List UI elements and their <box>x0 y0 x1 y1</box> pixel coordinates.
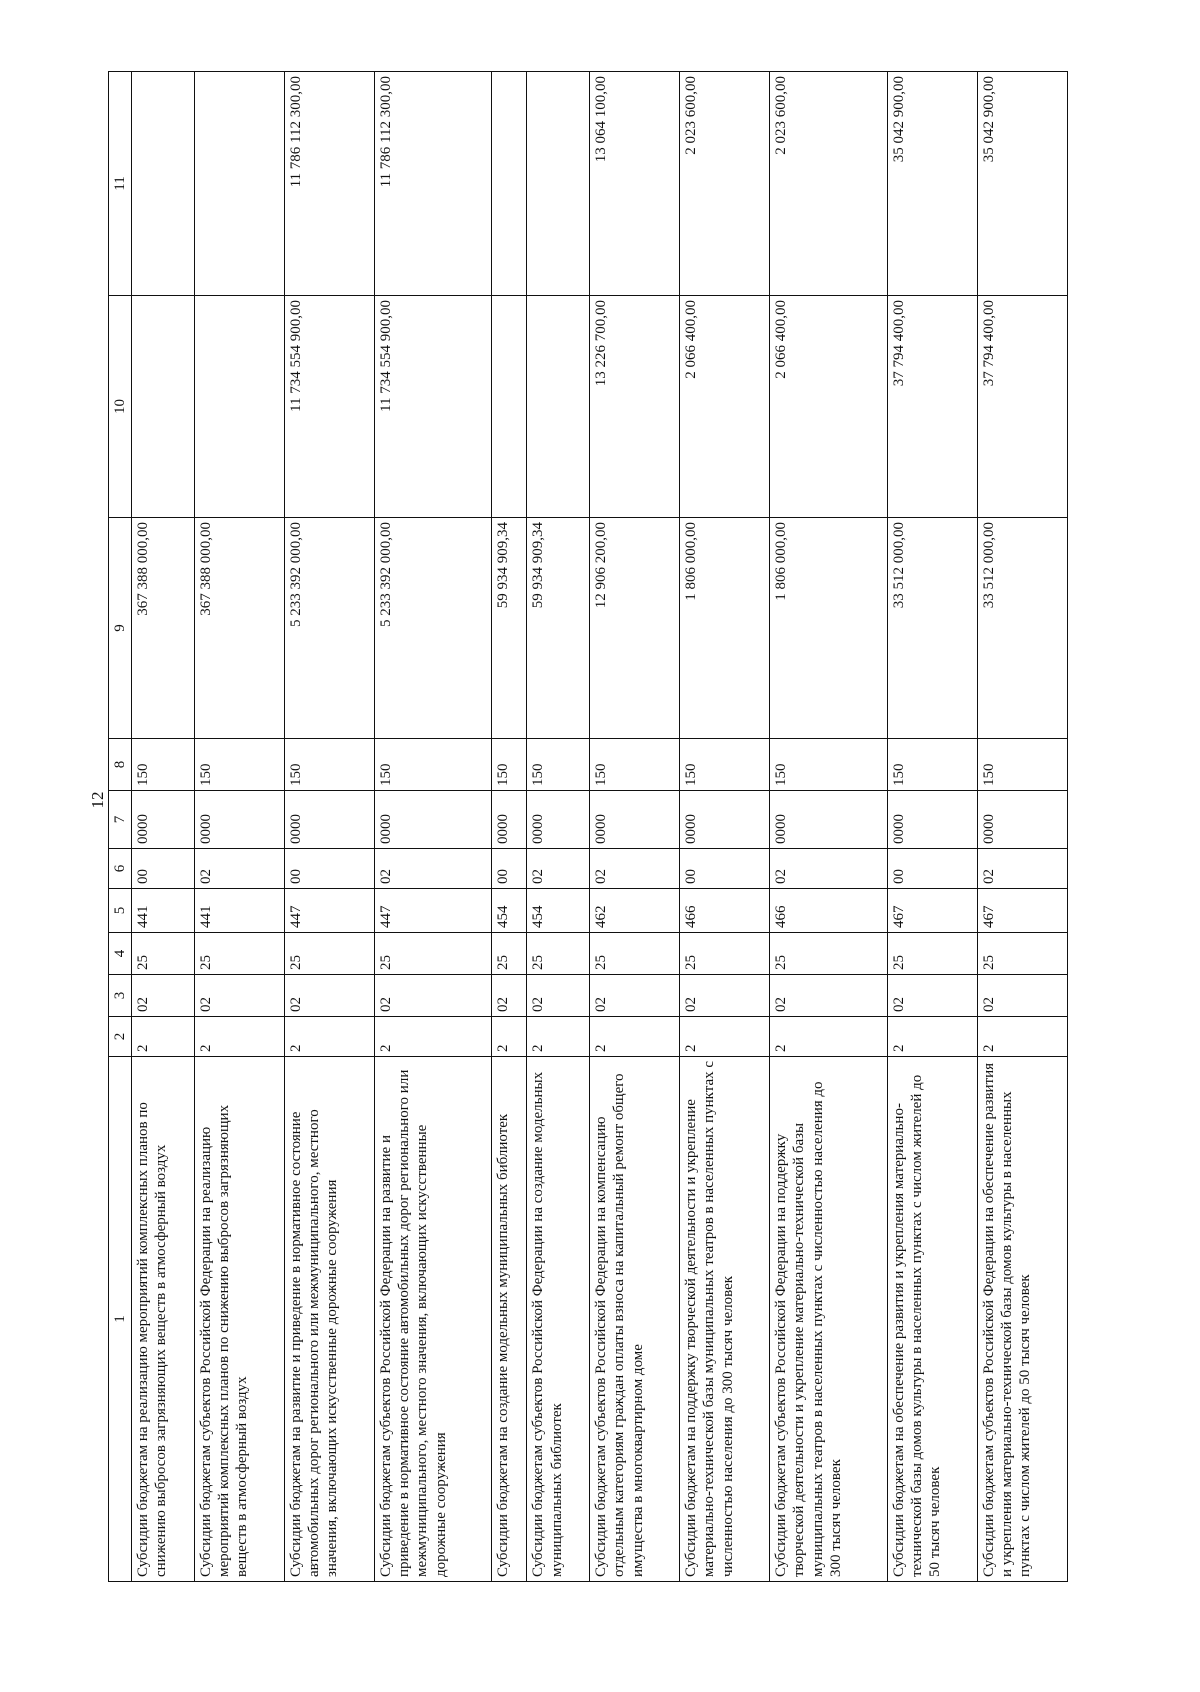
row-description: Субсидии бюджетам субъектов Российской Федерации на создание модельных муниципальных библиотек <box>527 1057 590 1582</box>
code-cell: 0000 <box>770 791 888 849</box>
code-cell: 150 <box>527 739 590 791</box>
code-cell: 467 <box>887 889 977 933</box>
code-cell: 441 <box>194 889 284 933</box>
code-cell: 00 <box>887 849 977 889</box>
table-row <box>887 72 977 1582</box>
code-cell: 2 <box>589 1017 679 1057</box>
table-row <box>527 72 590 1582</box>
code-cell: 447 <box>374 889 492 933</box>
amount-cell: 2 066 400,00 <box>680 296 770 518</box>
amount-cell <box>492 72 527 296</box>
row-description: Субсидии бюджетам субъектов Российской Федерации на развитие и приведение в нормативное состояние автомобильных дорог регионального или межмуниципального, местного значения, включающих искусственные дорожные сооружения <box>374 1057 492 1582</box>
code-cell: 2 <box>887 1017 977 1057</box>
code-cell: 0000 <box>194 791 284 849</box>
table-body <box>132 72 1068 1582</box>
code-cell: 02 <box>194 849 284 889</box>
code-cell: 150 <box>977 739 1067 791</box>
table-row <box>132 72 195 1582</box>
column-header-7: 7 <box>109 791 132 849</box>
code-cell: 2 <box>527 1017 590 1057</box>
column-header-5: 5 <box>109 889 132 933</box>
amount-cell: 11 734 554 900,00 <box>284 296 374 518</box>
column-header-10: 10 <box>109 296 132 518</box>
header-row <box>109 72 132 1582</box>
code-cell: 25 <box>194 933 284 975</box>
table-row <box>374 72 492 1582</box>
code-cell: 150 <box>492 739 527 791</box>
page-number: 12 <box>88 791 107 809</box>
code-cell: 02 <box>589 975 679 1017</box>
code-cell: 2 <box>284 1017 374 1057</box>
code-cell: 00 <box>680 849 770 889</box>
amount-cell: 33 512 000,00 <box>887 518 977 739</box>
code-cell: 0000 <box>284 791 374 849</box>
code-cell: 0000 <box>374 791 492 849</box>
column-header-1: 1 <box>109 1057 132 1582</box>
code-cell: 2 <box>492 1017 527 1057</box>
code-cell: 0000 <box>527 791 590 849</box>
code-cell: 02 <box>284 975 374 1017</box>
code-cell: 00 <box>132 849 195 889</box>
code-cell: 25 <box>527 933 590 975</box>
column-header-3: 3 <box>109 975 132 1017</box>
column-header-4: 4 <box>109 933 132 975</box>
code-cell: 02 <box>527 975 590 1017</box>
code-cell: 150 <box>284 739 374 791</box>
code-cell: 0000 <box>132 791 195 849</box>
code-cell: 467 <box>977 889 1067 933</box>
code-cell: 462 <box>589 889 679 933</box>
amount-cell <box>132 296 195 518</box>
code-cell: 02 <box>527 849 590 889</box>
code-cell: 25 <box>770 933 888 975</box>
row-description: Субсидии бюджетам на развитие и приведение в нормативное состояние автомобильных дорог регионального или межмуниципального, местного значения, включающих искусственные дорожные сооружения <box>284 1057 374 1582</box>
code-cell: 2 <box>680 1017 770 1057</box>
code-cell: 25 <box>132 933 195 975</box>
column-header-8: 8 <box>109 739 132 791</box>
table-row <box>284 72 374 1582</box>
amount-cell <box>527 72 590 296</box>
amount-cell: 1 806 000,00 <box>770 518 888 739</box>
row-description: Субсидии бюджетам субъектов Российской Федерации на обеспечение развития и укрепления материально-технической базы домов культуры в населенных пунктах с числом жителей до 50 тысяч человек <box>977 1057 1067 1582</box>
code-cell: 02 <box>977 975 1067 1017</box>
code-cell: 447 <box>284 889 374 933</box>
amount-cell <box>194 72 284 296</box>
amount-cell <box>194 296 284 518</box>
rotated-page-content <box>108 72 1068 1582</box>
amount-cell: 33 512 000,00 <box>977 518 1067 739</box>
code-cell: 0000 <box>680 791 770 849</box>
amount-cell: 2 023 600,00 <box>680 72 770 296</box>
column-header-2: 2 <box>109 1017 132 1057</box>
row-description: Субсидии бюджетам на создание модельных муниципальных библиотек <box>492 1057 527 1582</box>
amount-cell: 37 794 400,00 <box>887 296 977 518</box>
code-cell: 00 <box>284 849 374 889</box>
amount-cell: 13 226 700,00 <box>589 296 679 518</box>
amount-cell: 13 064 100,00 <box>589 72 679 296</box>
code-cell: 454 <box>492 889 527 933</box>
code-cell: 25 <box>589 933 679 975</box>
code-cell: 25 <box>284 933 374 975</box>
code-cell: 466 <box>770 889 888 933</box>
code-cell: 02 <box>770 849 888 889</box>
amount-cell: 11 786 112 300,00 <box>374 72 492 296</box>
amount-cell <box>527 296 590 518</box>
column-header-9: 9 <box>109 518 132 739</box>
code-cell: 25 <box>374 933 492 975</box>
code-cell: 02 <box>374 975 492 1017</box>
code-cell: 25 <box>680 933 770 975</box>
code-cell: 466 <box>680 889 770 933</box>
table-row <box>589 72 679 1582</box>
amount-cell: 59 934 909,34 <box>527 518 590 739</box>
code-cell: 02 <box>770 975 888 1017</box>
row-description: Субсидии бюджетам субъектов Российской Федерации на поддержку творческой деятельности и укрепление материально-технической базы муниципальных театров в населенных пунктах с численностью населения до 300 тысяч человек <box>770 1057 888 1582</box>
amount-cell: 11 734 554 900,00 <box>374 296 492 518</box>
column-header-11: 11 <box>109 72 132 296</box>
table-row <box>194 72 284 1582</box>
code-cell: 02 <box>374 849 492 889</box>
amount-cell <box>492 296 527 518</box>
code-cell: 150 <box>132 739 195 791</box>
column-header-6: 6 <box>109 849 132 889</box>
code-cell: 150 <box>374 739 492 791</box>
code-cell: 02 <box>887 975 977 1017</box>
code-cell: 2 <box>132 1017 195 1057</box>
code-cell: 02 <box>194 975 284 1017</box>
code-cell: 0000 <box>589 791 679 849</box>
row-description: Субсидии бюджетам субъектов Российской Федерации на реализацию мероприятий комплексных планов по снижению выбросов загрязняющих веществ в атмосферный воздух <box>194 1057 284 1582</box>
code-cell: 2 <box>770 1017 888 1057</box>
row-description: Субсидии бюджетам на поддержку творческой деятельности и укрепление материально-технической базы муниципальных театров в населенных пунктах с численностью населения до 300 тысяч человек <box>680 1057 770 1582</box>
code-cell: 0000 <box>887 791 977 849</box>
code-cell: 0000 <box>492 791 527 849</box>
budget-table <box>108 71 1068 1582</box>
amount-cell: 367 388 000,00 <box>132 518 195 739</box>
amount-cell: 35 042 900,00 <box>977 72 1067 296</box>
table-row <box>492 72 527 1582</box>
amount-cell: 11 786 112 300,00 <box>284 72 374 296</box>
amount-cell: 1 806 000,00 <box>680 518 770 739</box>
code-cell: 02 <box>589 849 679 889</box>
code-cell: 454 <box>527 889 590 933</box>
amount-cell <box>132 72 195 296</box>
code-cell: 150 <box>887 739 977 791</box>
code-cell: 25 <box>492 933 527 975</box>
row-description: Субсидии бюджетам на обеспечение развития и укрепления материально-технической базы домов культуры в населенных пунктах с числом жителей до 50 тысяч человек <box>887 1057 977 1582</box>
code-cell: 02 <box>132 975 195 1017</box>
amount-cell: 367 388 000,00 <box>194 518 284 739</box>
amount-cell: 12 906 200,00 <box>589 518 679 739</box>
table-row <box>770 72 888 1582</box>
table-row <box>977 72 1067 1582</box>
code-cell: 00 <box>492 849 527 889</box>
row-description: Субсидии бюджетам на реализацию мероприятий комплексных планов по снижению выбросов загрязняющих веществ в атмосферный воздух <box>132 1057 195 1582</box>
code-cell: 2 <box>194 1017 284 1057</box>
code-cell: 02 <box>977 849 1067 889</box>
amount-cell: 2 066 400,00 <box>770 296 888 518</box>
code-cell: 0000 <box>977 791 1067 849</box>
code-cell: 2 <box>977 1017 1067 1057</box>
code-cell: 150 <box>680 739 770 791</box>
row-description: Субсидии бюджетам субъектов Российской Федерации на компенсацию отдельным категориям граждан оплаты взноса на капитальный ремонт общего имущества в многоквартирном доме <box>589 1057 679 1582</box>
code-cell: 150 <box>770 739 888 791</box>
code-cell: 2 <box>374 1017 492 1057</box>
code-cell: 150 <box>589 739 679 791</box>
amount-cell: 59 934 909,34 <box>492 518 527 739</box>
amount-cell: 2 023 600,00 <box>770 72 888 296</box>
table-row <box>680 72 770 1582</box>
amount-cell: 37 794 400,00 <box>977 296 1067 518</box>
amount-cell: 5 233 392 000,00 <box>284 518 374 739</box>
code-cell: 441 <box>132 889 195 933</box>
amount-cell: 5 233 392 000,00 <box>374 518 492 739</box>
code-cell: 25 <box>977 933 1067 975</box>
amount-cell: 35 042 900,00 <box>887 72 977 296</box>
code-cell: 02 <box>492 975 527 1017</box>
code-cell: 02 <box>680 975 770 1017</box>
code-cell: 25 <box>887 933 977 975</box>
code-cell: 150 <box>194 739 284 791</box>
